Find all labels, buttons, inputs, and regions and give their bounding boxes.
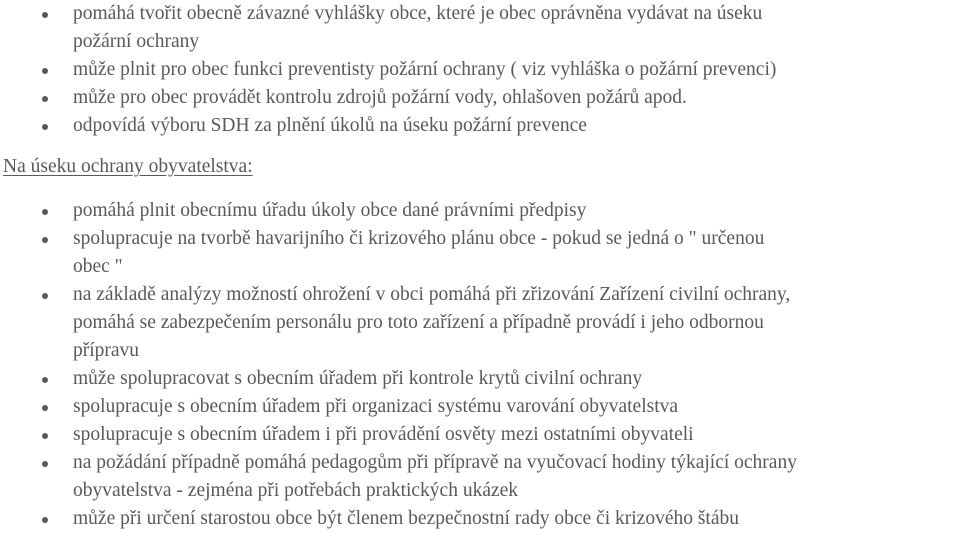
list-item-text: může při určení starostou obce být členem bezpečnostní rady obce či krizového štábu <box>73 508 740 529</box>
bullet-icon <box>42 405 48 411</box>
bullet-icon <box>42 293 48 299</box>
list-item-text: může pro obec provádět kontrolu zdrojů požární vody, ohlašoven požárů apod. <box>73 87 687 108</box>
bullet-icon <box>42 237 48 243</box>
bullet-icon <box>42 461 48 467</box>
list-item <box>0 393 960 421</box>
section-heading: Na úseku ochrany obyvatelstva: <box>3 156 253 177</box>
list-item-text: na základě analýzy možností ohrožení v obci pomáhá při zřizování Zařízení civilní ochrany, pomáhá se zabezpečením personálu pro toto zařízení a případně provádí i jeho odbornou přípravu <box>73 284 791 361</box>
list-item <box>0 56 960 84</box>
list-item <box>0 365 960 393</box>
list-item <box>0 421 960 449</box>
list-item <box>0 281 960 365</box>
bullet-icon <box>42 12 48 18</box>
list-item-text: odpovídá výboru SDH za plnění úkolů na úseku požární prevence <box>73 115 587 136</box>
bullet-icon <box>42 517 48 523</box>
list-item <box>0 225 960 281</box>
bullet-icon <box>42 209 48 215</box>
list-item-text: může spolupracovat s obecním úřadem při kontrole krytů civilní ochrany <box>73 368 643 389</box>
list-item <box>0 112 960 140</box>
list-item-text: na požádání případně pomáhá pedagogům při přípravě na vyučovací hodiny týkající ochrany obyvatelstva - zejména při potřebách praktických ukázek <box>73 452 797 501</box>
list-item <box>0 449 960 505</box>
list-item-text: spolupracuje na tvorbě havarijního či krizového plánu obce - pokud se jedná o " určenou obec " <box>73 228 765 277</box>
bullet-icon <box>42 124 48 130</box>
bullet-icon <box>42 377 48 383</box>
list-item-text: může plnit pro obec funkci preventisty požární ochrany ( viz vyhláška o požární prevenci) <box>73 59 777 80</box>
list-item <box>0 84 960 112</box>
bullet-icon <box>42 96 48 102</box>
list-item-text: pomáhá tvořit obecně závazné vyhlášky obce, které je obec oprávněna vydávat na úseku požární ochrany <box>73 3 763 52</box>
bullet-icon <box>42 68 48 74</box>
civil-protection-list <box>0 197 960 533</box>
list-item-text: spolupracuje s obecním úřadem i při provádění osvěty mezi ostatními obyvateli <box>73 424 694 445</box>
list-item <box>0 0 960 56</box>
list-item <box>0 197 960 225</box>
list-item <box>0 505 960 533</box>
fire-prevention-list <box>0 0 960 140</box>
bullet-icon <box>42 433 48 439</box>
list-item-text: spolupracuje s obecním úřadem při organizaci systému varování obyvatelstva <box>73 396 679 417</box>
list-item-text: pomáhá plnit obecnímu úřadu úkoly obce dané právními předpisy <box>73 200 587 221</box>
